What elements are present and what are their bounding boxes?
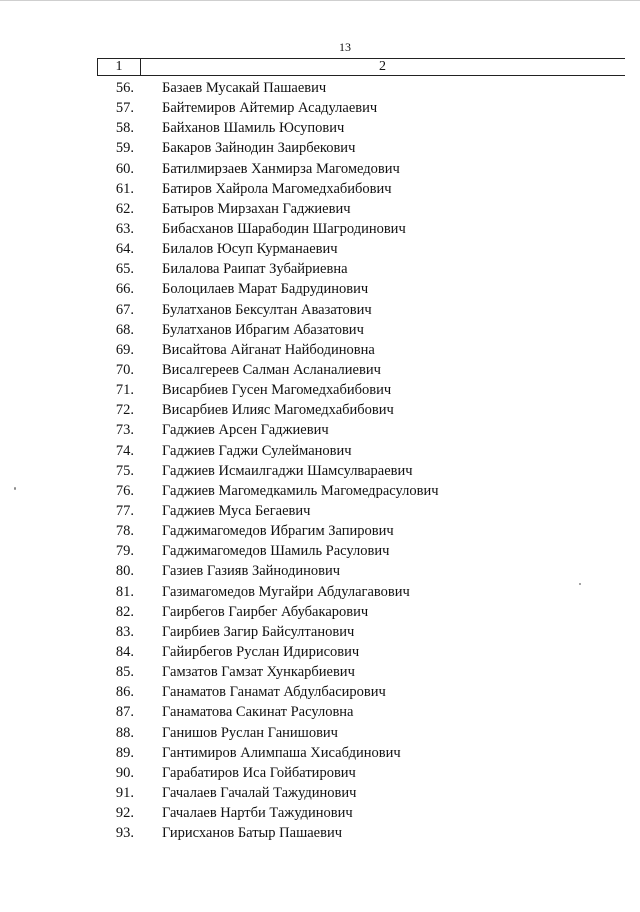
list-item	[0, 582, 640, 602]
list-item-name: Гирисханов Батыр Пашаевич	[162, 825, 343, 842]
list-item-number: 92.	[115, 805, 134, 822]
list-item-name: Батилмирзаев Ханмирза Магомедович	[162, 160, 400, 177]
list-item	[0, 561, 640, 581]
list-item-name: Гаджиев Муса Бегаевич	[162, 502, 311, 519]
list-item-number: 70.	[115, 361, 134, 378]
list-item-name: Гаджиев Гаджи Сулейманович	[162, 442, 352, 459]
list-item-name: Висарбиев Гусен Магомедхабибович	[162, 382, 392, 399]
list-item	[0, 702, 640, 722]
list-item	[0, 239, 640, 259]
list-item-number: 69.	[115, 341, 134, 358]
list-item-name: Гачалаев Гачалай Тажудинович	[162, 784, 357, 801]
list-item	[0, 98, 640, 118]
list-item	[0, 521, 640, 541]
list-item	[0, 400, 640, 420]
list-item-name: Гаджиев Исмаилгаджи Шамсулвараевич	[162, 462, 413, 479]
list-item-name: Бибасханов Шарабодин Шагродинович	[162, 220, 406, 237]
list-item-number: 76.	[115, 482, 134, 499]
list-item	[0, 481, 640, 501]
list-item-number: 84.	[115, 643, 134, 660]
list-item-name: Гаджиев Магомедкамиль Магомедрасулович	[162, 482, 439, 499]
list-item	[0, 118, 640, 138]
list-item	[0, 78, 640, 98]
page-number: 13	[339, 40, 351, 54]
list-item	[0, 138, 640, 158]
list-item-number: 90.	[115, 764, 134, 781]
list-item-number: 66.	[115, 281, 134, 298]
list-item-name: Болоцилаев Марат Бадрудинович	[162, 281, 369, 298]
list-item	[0, 642, 640, 662]
list-item-number: 91.	[115, 784, 134, 801]
list-item	[0, 259, 640, 279]
list-item-name: Гарабатиров Иса Гойбатирович	[162, 764, 356, 781]
list-item-name: Гаджимагомедов Ибрагим Запирович	[162, 523, 394, 540]
list-item-name: Висайтова Айганат Найбодиновна	[162, 341, 375, 358]
list-item	[0, 159, 640, 179]
name-list	[0, 78, 640, 843]
list-item-number: 80.	[115, 563, 134, 580]
scan-top-edge	[0, 0, 640, 1]
list-item	[0, 380, 640, 400]
list-item-number: 58.	[115, 120, 134, 137]
list-item-number: 75.	[115, 462, 134, 479]
list-item-number: 64.	[115, 241, 134, 258]
list-item	[0, 300, 640, 320]
list-item-number: 74.	[115, 442, 134, 459]
list-item-name: Базаев Мусакай Пашаевич	[162, 80, 327, 96]
list-item-number: 59.	[115, 140, 134, 157]
list-item-number: 61.	[115, 180, 134, 197]
list-item	[0, 501, 640, 521]
list-item-name: Гаджиев Арсен Гаджиевич	[162, 422, 329, 439]
list-item-name: Газимагомедов Мугайри Абдулагавович	[162, 583, 410, 600]
list-item-name: Булатханов Бексултан Авазатович	[162, 301, 372, 318]
list-item	[0, 441, 640, 461]
list-item-name: Гаирбиев Загир Байсултанович	[162, 623, 355, 640]
list-item	[0, 723, 640, 743]
list-item-name: Булатханов Ибрагим Абазатович	[162, 321, 364, 338]
list-item-name: Ганишов Руслан Ганишович	[162, 724, 338, 741]
list-item	[0, 743, 640, 763]
list-item-name: Гамзатов Гамзат Хункарбиевич	[162, 664, 355, 681]
list-item	[0, 199, 640, 219]
list-item-name: Билалова Раипат Зубайриевна	[162, 261, 348, 278]
list-item-name: Гаирбегов Гаирбег Абубакарович	[162, 603, 369, 620]
list-item	[0, 360, 640, 380]
list-item-name: Бакаров Зайнодин Заирбекович	[162, 140, 356, 157]
list-item-number: 89.	[115, 744, 134, 761]
list-item	[0, 602, 640, 622]
list-item-number: 57.	[115, 100, 134, 117]
list-item-number: 79.	[115, 543, 134, 560]
list-item-name: Ганаматов Ганамат Абдулбасирович	[162, 684, 386, 701]
list-item-number: 72.	[115, 402, 134, 419]
list-item-number: 60.	[115, 160, 134, 177]
list-item	[0, 420, 640, 440]
list-item-name: Гантимиров Алимпаша Хисабдинович	[162, 744, 401, 761]
list-item	[0, 823, 640, 843]
list-item	[0, 219, 640, 239]
list-item-number: 62.	[115, 200, 134, 217]
list-item-number: 86.	[115, 684, 134, 701]
list-item-name: Висарбиев Илияс Магомедхабибович	[162, 402, 394, 419]
list-item-name: Висалгереев Салман Асланалиевич	[162, 361, 381, 378]
list-item	[0, 783, 640, 803]
list-item-name: Батиров Хайрола Магомедхабибович	[162, 180, 392, 197]
column-header-name: 2	[379, 59, 386, 74]
list-item	[0, 320, 640, 340]
list-item-number: 93.	[115, 825, 134, 842]
list-item-number: 56.	[115, 80, 134, 96]
list-item	[0, 763, 640, 783]
list-item	[0, 461, 640, 481]
list-item-number: 67.	[115, 301, 134, 318]
list-item	[0, 682, 640, 702]
list-item-name: Билалов Юсуп Курманаевич	[162, 241, 338, 258]
list-item	[0, 803, 640, 823]
list-item	[0, 279, 640, 299]
list-item	[0, 179, 640, 199]
list-item-number: 65.	[115, 261, 134, 278]
list-item-number: 63.	[115, 220, 134, 237]
table-header	[97, 58, 625, 76]
column-header-number: 1	[98, 59, 141, 75]
list-item-number: 87.	[115, 704, 134, 721]
list-item-name: Байтемиров Айтемир Асадулаевич	[162, 100, 378, 117]
list-item-name: Батыров Мирзахан Гаджиевич	[162, 200, 351, 217]
list-item-name: Гайирбегов Руслан Идирисович	[162, 643, 360, 660]
list-item-number: 71.	[115, 382, 134, 399]
list-item	[0, 662, 640, 682]
list-item-number: 88.	[115, 724, 134, 741]
list-item-number: 68.	[115, 321, 134, 338]
list-item-number: 78.	[115, 523, 134, 540]
list-item-number: 77.	[115, 502, 134, 519]
list-item-name: Газиев Газияв Зайнодинович	[162, 563, 341, 580]
list-item-name: Гачалаев Нартби Тажудинович	[162, 805, 353, 822]
list-item-number: 83.	[115, 623, 134, 640]
scan-speck	[579, 583, 581, 585]
list-item-number: 73.	[115, 422, 134, 439]
list-item-number: 81.	[115, 583, 134, 600]
list-item-name: Ганаматова Сакинат Расуловна	[162, 704, 354, 721]
list-item-name: Байханов Шамиль Юсупович	[162, 120, 345, 137]
list-item	[0, 340, 640, 360]
list-item-number: 85.	[115, 664, 134, 681]
scan-speck	[14, 487, 16, 490]
list-item	[0, 622, 640, 642]
list-item-number: 82.	[115, 603, 134, 620]
list-item	[0, 541, 640, 561]
list-item-name: Гаджимагомедов Шамиль Расулович	[162, 543, 390, 560]
